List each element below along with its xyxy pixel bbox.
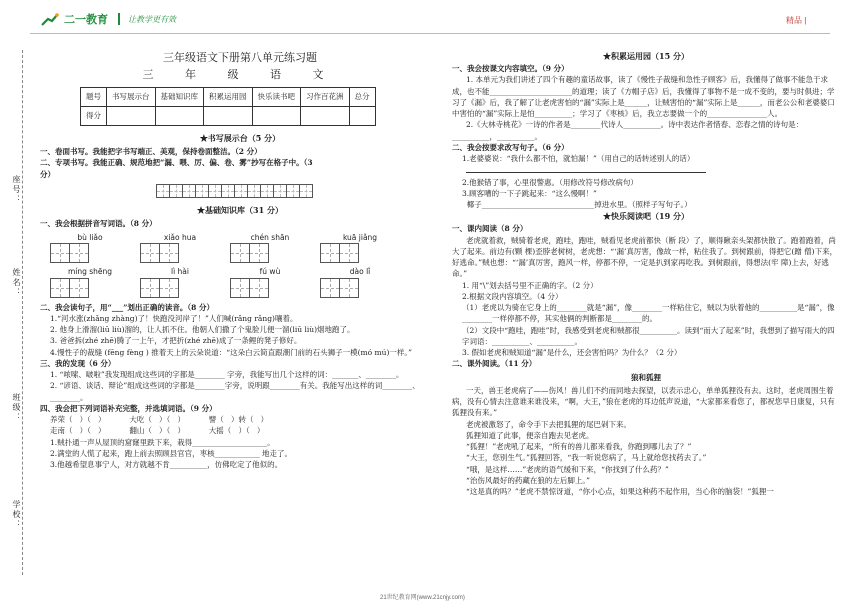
score-header: 总分 (349, 88, 375, 107)
question-item: 2. 他身上滑溜(liū liù)溜的，让人抓不住。他朝人们撒了个鬼脸儿便一溜(liū liù)烟地跑了。 (50, 325, 355, 334)
question-item: 2. “谚语、谈话、辩论”组成这些词的字都是________字旁，说明跟________有关。我能写出这样的词________、________。 (50, 381, 420, 402)
question-item: （1）老虎以为骑在它身上的________就是“漏”，像________一样粘住它，贼以为驮着他的__________是“漏”，像________一样停都不停，其实他俩的判断都是________的。 (462, 303, 835, 324)
pinyin-label: míng shēng (67, 267, 113, 277)
pinyin-row (50, 232, 440, 263)
section-heading: ★积累运用园（15 分） (603, 51, 689, 61)
idiom-row: 养荣（ ）（ ） 大吃（ ）（ ） 譬（ ）转（ ） (50, 415, 269, 424)
char-boxes[interactable] (140, 278, 230, 298)
score-header: 习作百花洲 (301, 88, 350, 107)
pinyin-row (50, 266, 440, 297)
question-heading: 一、我会按课文内容填空。（9 分） (452, 64, 569, 73)
writing-grid[interactable] (156, 184, 440, 198)
reading-passage: 一天，兽王老虎病了——伤风！兽儿们不约而同地去探望，以表示忠心，单单狐狸没有去。这时，老虎周围生着病，没有心情去注意谁来谁没来，“啊，大王，”狼在老虎的耳边低声说道，“大家都来看您了，都祝您早日康复，只有狐狸没有来。” (452, 385, 835, 418)
exam-title: 三年级语文下册第八单元练习题 (163, 51, 317, 64)
question-item: 1. “哝嗦、啵啦”我发现组成这些词的字都是________ 字旁，我能写出几个这样的词：_______、________。 (50, 370, 404, 379)
question-heading: 四、我会把下列词语补充完整，并选填词语。（9 分） (40, 403, 217, 413)
question-heading: 一、卷面书写。我能把字书写端正、美观，保持卷面整洁。（2 分） (40, 147, 262, 156)
reading-passage: “这是真的吗？”老虎不禁惊讶道，“你小心点，如果这种药不起作用，当心你的脑袋！”狐狸一 (466, 487, 774, 496)
score-header: 基础知识库 (155, 88, 204, 107)
score-cell[interactable] (107, 107, 156, 126)
score-header: 快乐读书吧 (252, 88, 301, 107)
premium-label: 精品 | (786, 16, 807, 25)
question-item: 3.顾客嘈的一下子跳起来：“这么慢啊！” (462, 188, 597, 198)
char-boxes[interactable] (230, 243, 320, 263)
exam-subtitle: 三 年 级 语 文 (142, 67, 338, 81)
question-item: 2.他猴错了事，心里很警惠。（用修改符号修改病句） (462, 177, 638, 187)
question-heading: 二、我会按要求改写句子。（6 分） (452, 142, 569, 152)
question-item: 3. 爸爸拆(zhé zhē)腾了一上午，才把折(zhé zhē)成了一条鲤的凳子修好。 (50, 336, 302, 346)
question-item: 3.他越希望息事宁人，对方就越不肯__________，仿佛吃定了他似的。 (50, 460, 283, 469)
score-table (80, 87, 376, 126)
name-label: 姓名： (12, 268, 21, 298)
seat-number-label: 座号： (12, 175, 21, 205)
answer-line[interactable] (466, 164, 706, 173)
header-divider (118, 13, 120, 25)
char-boxes[interactable] (230, 278, 320, 298)
question-item: 2.根据文段内容填空。（4 分） (462, 291, 563, 301)
question-item: 3. 假如老虎和贼知道“漏”是什么，还会害怕吗？为什么？（2 分） (462, 348, 682, 357)
reading-passage: “哦，是这样……”老虎的语气缓和下来，“你找到了什么药？” (466, 464, 669, 474)
pinyin-label: xiǎo hua (163, 233, 197, 242)
runner-icon (40, 13, 60, 27)
binding-line (22, 50, 23, 575)
reading-passage: “狐狸！”老虎吼了起来，“所有的兽儿都来看我，你跑到哪儿去了？” (466, 442, 692, 451)
reading-passage: “大王，您别生气。”狐狸回答，“我一听说您病了，马上就给您找药去了。” (466, 453, 707, 463)
question-item: 2.满堂的人慌了起来，跑上前去照顾县官官，枣核____________ 地走了。 (50, 448, 293, 458)
story-title: 狼和狐狸 (631, 372, 661, 382)
question-item: 4.慢性子的裁缝 (fēng fèng ) 推着天上的云朵说道：“这朵白云简直跟潮门前的石头狮子一模(mó mú)一样。” (50, 347, 412, 357)
question-item: 1. 用“\”划去括号里不正确的字。（2 分） (462, 280, 598, 290)
question-heading: 一、我会根据拼音写词语。（8 分） (40, 218, 157, 228)
pinyin-label: fú wù (259, 267, 281, 277)
question-heading: 二、课外阅读。（11 分） (452, 359, 537, 369)
score-cell[interactable] (301, 107, 350, 126)
question-heading: 一、课内阅读（8 分） (452, 224, 528, 234)
footer-source: 21世纪教育网(www.21cnjy.com) (380, 595, 465, 601)
header-line (30, 33, 830, 34)
question-heading: 二、专项书写。我能正确、规范地把“漏、喂、厉、偏、卷、雾”抄写在格子中。（3 (40, 158, 313, 168)
school-label: 学校： (12, 500, 21, 530)
score-header: 题号 (81, 88, 107, 107)
question-heading: 二、我会读句子，用“___”划出正确的读音。（8 分） (40, 302, 214, 312)
char-boxes[interactable] (50, 243, 140, 263)
section-heading: ★书写展示台（5 分） (199, 133, 281, 143)
question-item: 1.“河水涨(zhǎng zhàng)了！快跑没河岸了！”人们喊(rǎng rǎng)嚷着。 (50, 313, 298, 323)
slogan: 让教学更有效 (128, 15, 176, 24)
score-cell[interactable] (155, 107, 204, 126)
right-column (452, 50, 840, 497)
pinyin-label: lì hài (171, 267, 189, 277)
logo-text: 二一教育 (64, 14, 108, 26)
score-header: 书写展示台 (107, 88, 156, 107)
pinyin-label: dào lǐ (349, 267, 371, 277)
pinyin-label: kuā jiǎng (342, 233, 378, 242)
score-cell[interactable] (252, 107, 301, 126)
question-item: 1. 本单元为我们讲述了四个有趣的童话故事，读了《慢性子裁缝和急性子顾客》后，我懂得了做事不能急于求成，也不能______________________的道理；读了《方帽子店》后，我懂得了事物不是一成不变的，要与时俱进；学习了《漏》后，我了解了让老虎害怕的“漏”实际上是______，让贼害怕的“漏”实际上是______，而老公公和老婆婆口中害怕的“漏”实际上是怕__________；学习了《枣核》后，我立志要做一个的________________人。 (452, 75, 835, 118)
question-item: 椰子______________________________掉进水里。（照样子写句子。） (462, 200, 692, 209)
char-boxes[interactable] (320, 243, 410, 263)
score-header: 积累运用园 (204, 88, 253, 107)
site-logo (40, 12, 108, 29)
section-heading: ★快乐阅读吧（19 分） (603, 211, 689, 222)
section-heading: ★基础知识库（31 分） (197, 204, 283, 215)
pinyin-label: bù liǎo (77, 233, 103, 242)
class-label: 班级： (12, 393, 21, 423)
score-cell[interactable] (204, 107, 253, 126)
left-column (40, 50, 440, 470)
reading-passage: “治伤风最好的药藏在狼的左后脚上。” (466, 475, 590, 485)
question-heading: 三、我的发现（6 分） (40, 358, 116, 368)
pinyin-label: chén shān (250, 233, 290, 242)
idiom-row: 走南（ ）（ ） 翻山（ ）（ ） 大摇（ ）（ ） (50, 426, 265, 436)
char-boxes[interactable] (140, 243, 230, 263)
char-boxes[interactable] (320, 278, 410, 298)
question-item: （2）文段中“跑哇，跑哇”时，我感受到老虎和贼都很__________。读到“而大了起来”时，我想到了描写雨大的四字词语：__________、__________。 (462, 325, 835, 346)
question-item: 1.贼扑通一声从屋顶的窟窿里跌下来，栽得____________________。 (50, 437, 275, 447)
score-row-label: 得分 (81, 107, 107, 126)
reading-passage: 老虎被激怒了，命令手下去把狐狸的尾巴剁下来。 (466, 419, 631, 429)
char-boxes[interactable] (50, 278, 140, 298)
reading-passage: 狐狸知道了此事，便亲自跑去见老虎。 (466, 430, 594, 440)
question-item: 1.老婆婆说：“我什么都不怕，就怕漏！”（用自己的话转述别人的话） (462, 154, 695, 163)
question-item: 2.《大林寺桃花》一诗的作者是________代诗人__________。诗中表达作者惜春、恋春之情的诗句是：__________，__________。 (452, 120, 804, 141)
reading-passage: 老虎就着救，贼骑着老虎，跑哇，跑哇，贼看见老虎前都快（断 段）了，顺得瞅亲头架都快散了。跑着跑着，尚大了起来。前边有(颗 棵)歪脖老树树，老虎想：“‘漏’真厉害，像故一样，粘住我了。到树跟前，得把它(蹭 僧)下来，好逃命。”贼也想：“‘漏’真厉害，跑风一样，停都不停，一定是扒到家再吃我。到树跟前，得想法(牢 障)上去，好逃命。” (452, 235, 838, 279)
question-heading-cont: 分） (40, 169, 55, 179)
score-cell[interactable] (349, 107, 375, 126)
